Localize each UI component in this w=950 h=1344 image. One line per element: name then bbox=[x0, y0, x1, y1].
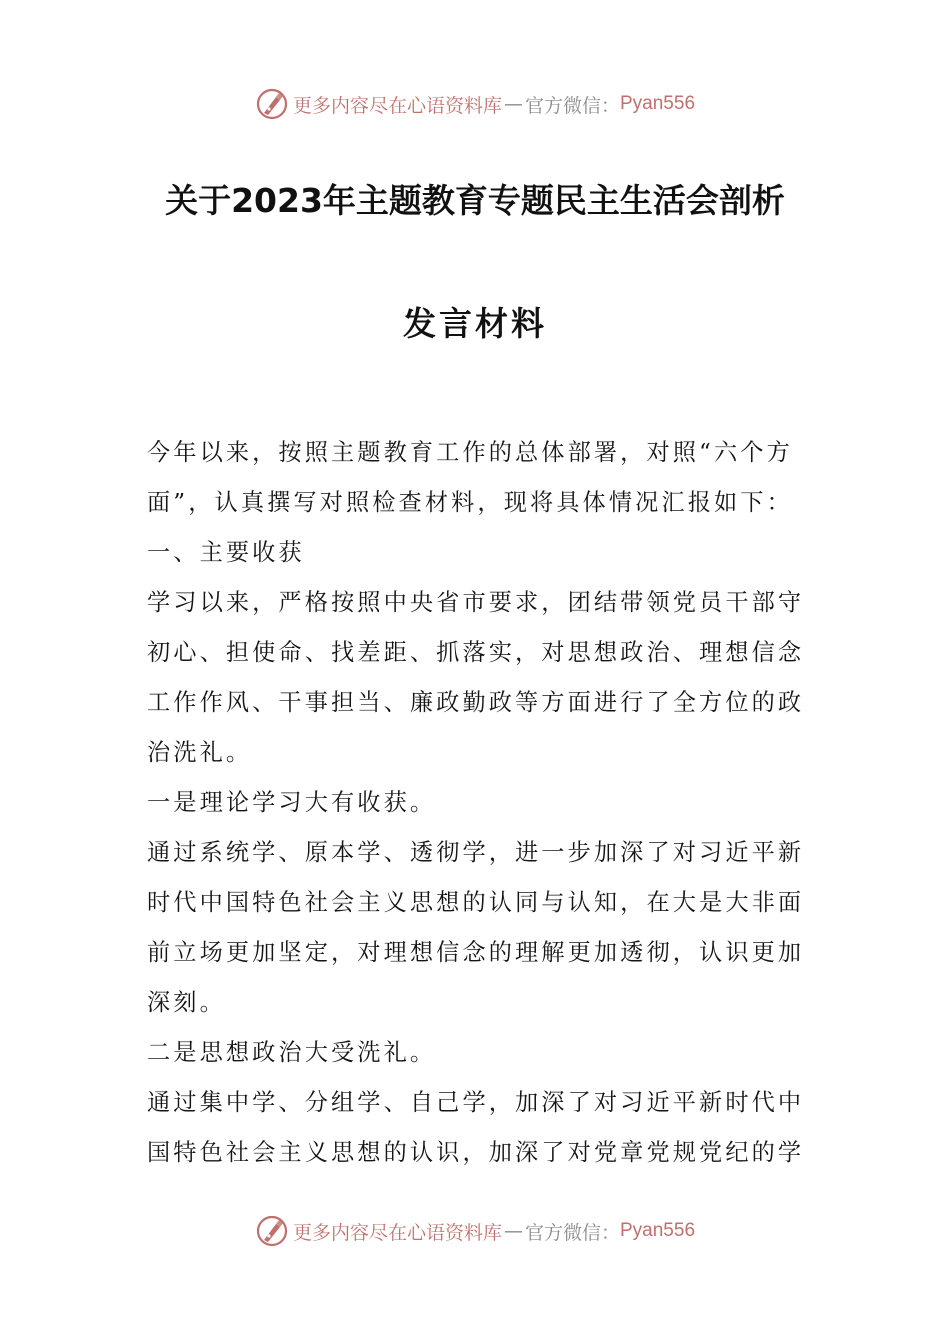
document-title-line-1: 关于2023年主题教育专题民主生活会剖析 bbox=[165, 181, 785, 220]
body-line: 国特色社会主义思想的认识，加深了对党章党规党纪的学 bbox=[147, 1139, 805, 1166]
body-line: 今年以来，按照主题教育工作的总体部署，对照“六个方 bbox=[147, 439, 793, 466]
body-line: 深刻。 bbox=[147, 989, 226, 1016]
watermark-contact-label: 官方微信： bbox=[524, 1221, 620, 1244]
watermark-contact-id: Pyan556 bbox=[620, 1220, 696, 1241]
subsection-heading: 二是思想政治大受洗礼。 bbox=[147, 1039, 437, 1066]
pen-nib-logo-icon bbox=[255, 1214, 289, 1248]
watermark-text: 更多内容尽在心语资料库 bbox=[292, 94, 502, 117]
body-line: 工作作风、干事担当、廉政勤政等方面进行了全方位的政 bbox=[147, 689, 805, 716]
watermark-banner-bottom bbox=[0, 1211, 950, 1251]
watermark-contact-id: Pyan556 bbox=[620, 93, 696, 114]
document-body bbox=[147, 428, 807, 1178]
body-line: 时代中国特色社会主义思想的认同与认知，在大是大非面 bbox=[147, 889, 805, 916]
watermark-text: 更多内容尽在心语资料库 bbox=[292, 1221, 502, 1244]
watermark-banner-top bbox=[0, 84, 950, 124]
pen-nib-logo-icon bbox=[255, 87, 289, 121]
body-line: 学习以来，严格按照中央省市要求，团结带领党员干部守 bbox=[147, 589, 805, 616]
body-line: 通过集中学、分组学、自己学，加深了对习近平新时代中 bbox=[147, 1089, 805, 1116]
body-line: 通过系统学、原本学、透彻学，进一步加深了对习近平新 bbox=[147, 839, 805, 866]
document-title-line-2: 发言材料 bbox=[403, 304, 547, 343]
body-line: 前立场更加坚定，对理想信念的理解更加透彻，认识更加 bbox=[147, 939, 805, 966]
watermark-separator: — bbox=[503, 1220, 523, 1242]
watermark-contact-label: 官方微信： bbox=[524, 94, 620, 117]
watermark-separator: — bbox=[503, 93, 523, 115]
section-heading: 一、主要收获 bbox=[147, 539, 305, 566]
body-line: 治洗礼。 bbox=[147, 739, 253, 766]
body-line: 面”，认真撰写对照检查材料，现将具体情况汇报如下： bbox=[147, 489, 793, 516]
subsection-heading: 一是理论学习大有收获。 bbox=[147, 789, 437, 816]
body-line: 初心、担使命、找差距、抓落实，对思想政治、理想信念 bbox=[147, 639, 805, 666]
